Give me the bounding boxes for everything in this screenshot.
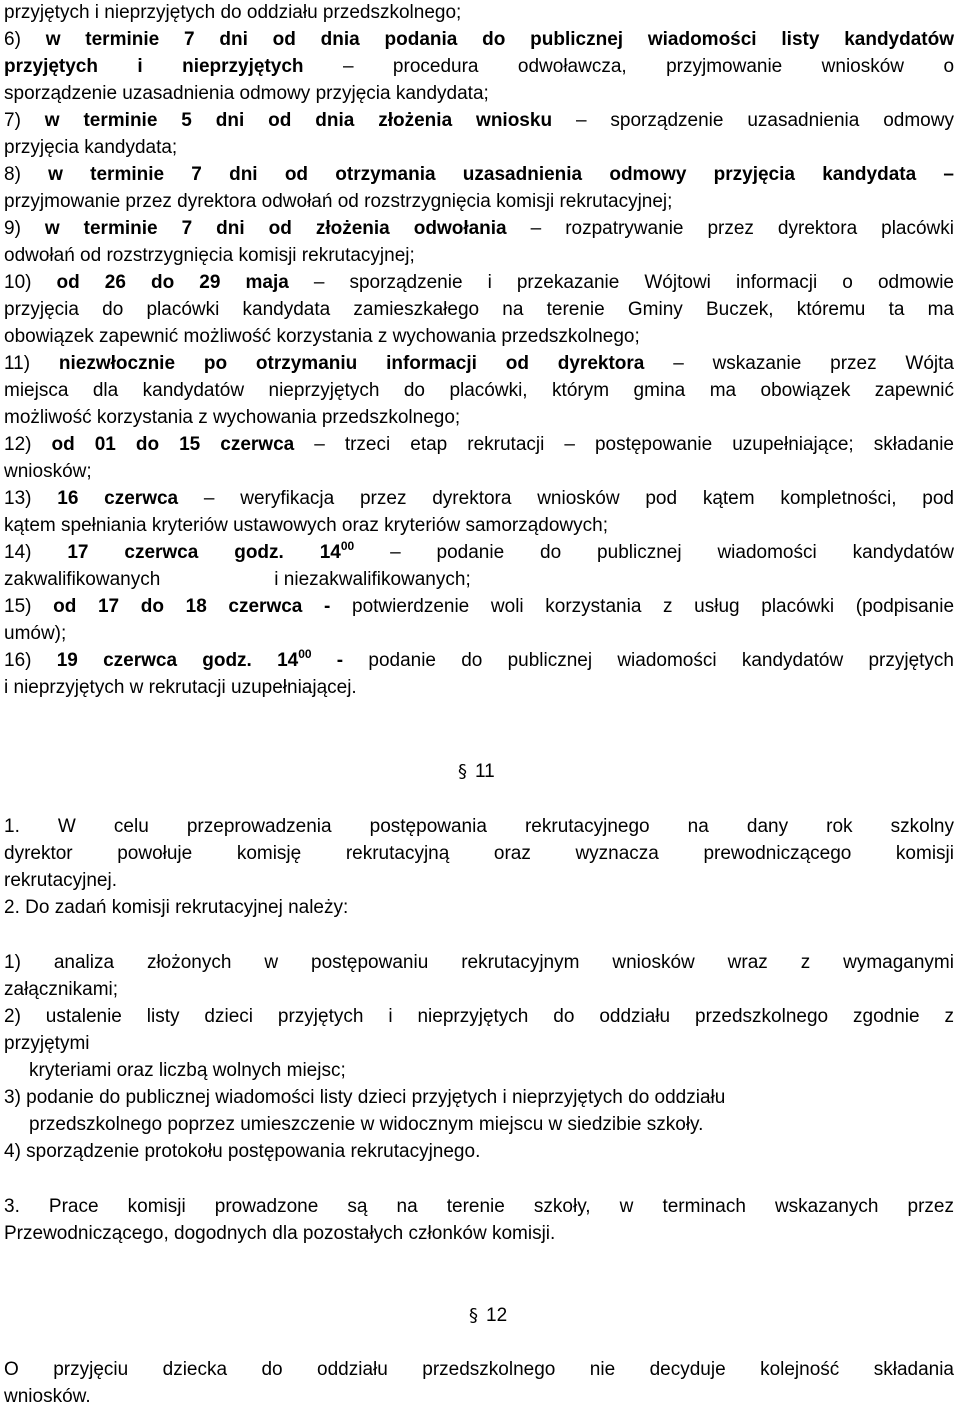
text-line: przyjęcia kandydata; [4,137,178,158]
list-item-11-start: 11) niezwłocznie po otrzymaniu informacji od dyrektora – wskazanie przez Wójta [4,353,954,374]
list-item-2-start: 2) ustalenie listy dzieci przyjętych i nieprzyjętych do oddziału przedszkolnego zgodnie z [4,1006,954,1027]
list-item-10-start: 10) od 26 do 29 maja – sporządzenie i przekazanie Wójtowi informacji o odmowie [4,272,954,293]
list-item-3-start: 3) podanie do publicznej wiadomości listy dzieci przyjętych i nieprzyjętych do oddziału [4,1087,726,1108]
paragraph-1-start: 1. W celu przeprowadzenia postępowania rekrutacyjnego na dany rok szkolny [4,816,954,837]
text-line: kątem spełniania kryteriów ustawowych oraz kryteriów samorządowych; [4,515,609,536]
text-line: wniosków. [4,1386,91,1407]
list-item-9-start: 9) w terminie 7 dni od złożenia odwołania – rozpatrywanie przez dyrektora placówki [4,218,954,239]
list-item-12-start: 12) od 01 do 15 czerwca – trzeci etap rekrutacji – postępowanie uzupełniające; składanie [4,434,954,455]
text-line: rekrutacyjnej. [4,870,117,891]
text-line: dyrektor powołuje komisję rekrutacyjną oraz wyznacza prewodniczącego komisji [4,843,954,864]
text-line: możliwość korzystania z wychowania przedszkolnego; [4,407,461,428]
text-line: i nieprzyjętych w rekrutacji uzupełniającej. [4,677,357,698]
list-item-1-start: 1) analiza złożonych w postępowaniu rekrutacyjnym wniosków wraz z wymaganymi [4,952,954,973]
text-line: sporządzenie uzasadnienia odmowy przyjęcia kandydata; [4,83,489,104]
paragraph-3-start: 3. Prace komisji prowadzone są na terenie szkoły, w terminach wskazanych przez [4,1196,954,1217]
text-line: zakwalifikowanych i niezakwalifikowanych; [4,569,471,590]
text-line: wniosków; [4,461,92,482]
text-line: umów); [4,623,67,644]
list-item-13-start: 13) 16 czerwca – weryfikacja przez dyrektora wniosków pod kątem kompletności, pod [4,488,954,509]
text-line: przyjętymi [4,1033,90,1054]
list-item-16-start: 16) 19 czerwca godz. $14^{00}$ - podanie do publicznej wiadomości kandydatów przyjętych [4,647,954,671]
list-item-15-start: 15) od 17 do 18 czerwca - potwierdzenie woli korzystania z usług placówki (podpisanie [4,596,955,617]
paragraph-2: 2. Do zadań komisji rekrutacyjnej należy: [4,897,349,918]
text-line: przyjmowanie przez dyrektora odwołań od rozstrzygnięcia komisji rekrutacyjnej; [4,191,673,212]
section-heading-12: § 12 [469,1305,508,1326]
text-line: przyjęcia do placówki kandydata zamieszkałego na terenie Gminy Buczek, któremu ta ma [4,299,954,320]
paragraph-12-start: O przyjęciu dziecka do oddziału przedszkolnego nie decyduje kolejność składania [4,1359,954,1380]
list-item-14-start: 14) 17 czerwca godz. $14^{00}$ – podanie do publicznej wiadomości kandydatów [4,539,954,563]
list-item-6-start: 6) w terminie 7 dni od dnia podania do publicznej wiadomości listy kandydatów [4,29,954,50]
text-line: odwołań od rozstrzygnięcia komisji rekrutacyjnej; [4,245,415,266]
text-line: kryteriami oraz liczbą wolnych miejsc; [29,1060,346,1081]
section-heading-11: § 11 [458,761,495,782]
text-line: przyjętych i nieprzyjętych do oddziału przedszkolnego; [4,2,462,23]
text-line: obowiązek zapewnić możliwość korzystania z wychowania przedszkolnego; [4,326,640,347]
list-item-7-start: 7) w terminie 5 dni od dnia złożenia wniosku – sporządzenie uzasadnienia odmowy [4,110,954,131]
text-line: załącznikami; [4,979,119,1000]
text-line: przedszkolnego poprzez umieszczenie w widocznym miejscu w siedzibie szkoły. [29,1114,704,1135]
list-item-8-start: 8) w terminie 7 dni od otrzymania uzasadnienia odmowy przyjęcia kandydata – [4,164,954,185]
text-line: miejsca dla kandydatów nieprzyjętych do placówki, którym gmina ma obowiązek zapewnić [4,380,954,401]
list-item-4: 4) sporządzenie protokołu postępowania rekrutacyjnego. [4,1141,481,1162]
text-line: Przewodniczącego, dogodnych dla pozostałych członków komisji. [4,1223,556,1244]
text-line: przyjętych i nieprzyjętych – procedura odwoławcza, przyjmowanie wniosków o [4,56,955,77]
